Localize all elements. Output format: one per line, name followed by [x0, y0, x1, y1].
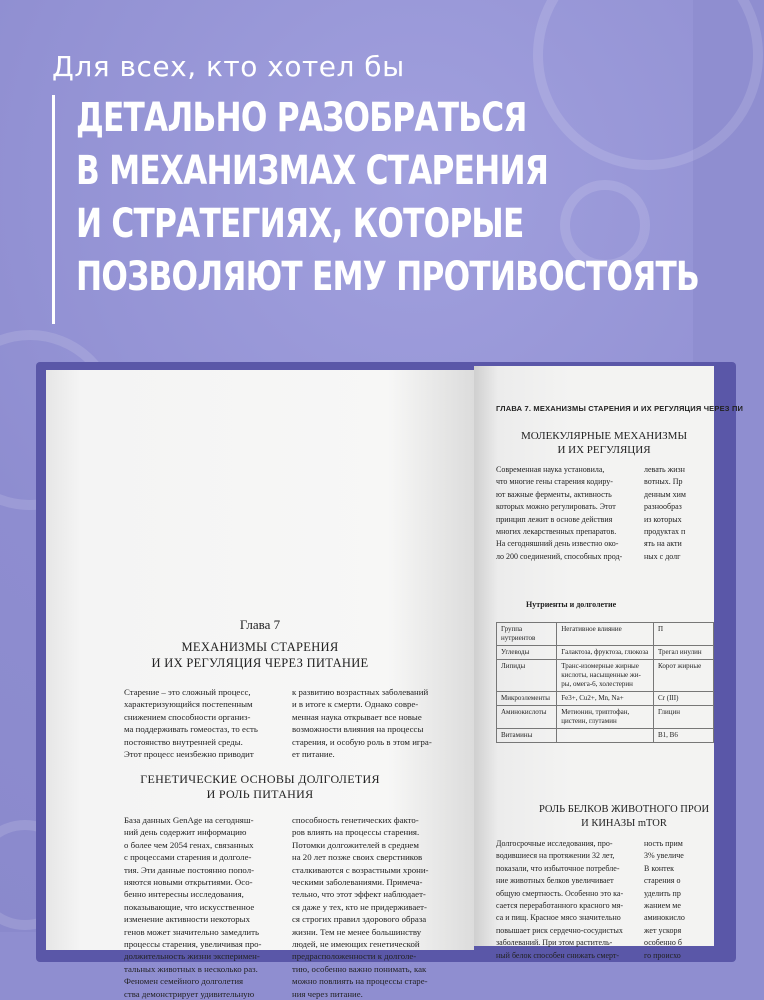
- text-line: ют важные ферменты, активность: [496, 489, 612, 499]
- text-line: жизни. Тем не менее большинству: [292, 926, 422, 937]
- headline-line: И СТРАТЕГИЯХ, КОТОРЫЕ: [76, 201, 524, 247]
- text-line: ний день содержит информацию: [124, 827, 247, 838]
- section-title-line: И РОЛЬ ПИТАНИЯ: [206, 787, 314, 801]
- chapter-title-line: И ИХ РЕГУЛЯЦИЯ ЧЕРЕЗ ПИТАНИЕ: [151, 656, 369, 670]
- table-cell: [557, 729, 654, 743]
- table-cell: Микроэлементы: [497, 692, 557, 706]
- text-line: показали, что избыточное потребле-: [496, 863, 620, 873]
- text-line: возможности влияния на процессы: [292, 724, 424, 735]
- text-line: водившиеся на протяжении 32 лет,: [496, 851, 615, 861]
- text-line: которых можно регулировать. Этот: [496, 502, 616, 512]
- text-line: ма поддерживать гомеостаз, то есть: [124, 724, 258, 735]
- text-line: жанием ме: [644, 901, 681, 911]
- text-line: с процессами старения и долголе-: [124, 852, 252, 863]
- table-cell: Fe3+, Cu2+, Mn, Na+: [557, 692, 654, 706]
- table-cell: Трегал инулин: [654, 646, 714, 660]
- text-line: сается переработанного красного мя-: [496, 901, 624, 911]
- text-line: и в итоге к смерти. Однако совре-: [292, 699, 419, 710]
- text-line: изменение активности некоторых: [124, 914, 250, 925]
- text-line: из которых: [644, 514, 682, 524]
- text-line: способность генетических факто-: [292, 815, 419, 825]
- table-caption: Нутриенты и долголетие: [526, 600, 617, 609]
- text-line: ства демонстрирует удивительную: [124, 988, 255, 999]
- text-line: тия. Эти данные постоянно попол-: [124, 864, 255, 875]
- text-line: что многие гены старения кодиру-: [496, 477, 613, 487]
- intro-text: Для всех, кто хотел бы: [52, 50, 405, 83]
- text-line: на 20 лет позже своих сверстников: [292, 852, 423, 863]
- table-row: [497, 729, 714, 743]
- text-line: го происхо: [644, 950, 681, 960]
- table-cell: Витамины: [497, 729, 557, 743]
- text-line: о более чем 2054 генах, связанных: [124, 839, 254, 850]
- table-header-row: [497, 623, 714, 646]
- nutrients-table: [496, 622, 714, 743]
- right-column-4: [644, 838, 714, 962]
- intro-column-1: [124, 686, 288, 760]
- table-row: [497, 660, 714, 692]
- text-line: должительность жизни эксперимен-: [124, 951, 260, 962]
- text-line: снижением способности организ-: [124, 711, 251, 722]
- text-line: процессы старения, увеличивая про-: [124, 939, 262, 950]
- text-line: особенно б: [644, 938, 682, 948]
- text-line: Этот процесс неизбежно приводит: [124, 749, 254, 760]
- text-line: ять на акти: [644, 539, 682, 549]
- chapter-label: Глава 7: [239, 617, 281, 632]
- text-line: постоянство внутренней среды.: [124, 736, 243, 747]
- text-line: ческими заболеваниями. Примеча-: [292, 877, 423, 888]
- table-row: [497, 706, 714, 729]
- text-line: сталкиваются с возрастными хрони-: [292, 864, 429, 875]
- text-line: ность прим: [644, 839, 683, 848]
- running-head: ГЛАВА 7. МЕХАНИЗМЫ СТАРЕНИЯ И ИХ РЕГУЛЯЦИЯ ЧЕРЕЗ ПИ: [496, 404, 744, 413]
- text-line: старения, и особую роль в этом игра-: [292, 736, 432, 747]
- headline-line: ПОЗВОЛЯЮТ ЕМУ ПРОТИВОСТОЯТЬ: [76, 254, 700, 300]
- text-line: Старение – это сложный процесс,: [124, 687, 251, 697]
- table-row: [497, 692, 714, 706]
- right-column-2: [644, 464, 714, 563]
- intro-column-2: [292, 686, 456, 760]
- text-line: генов может значительно замедлить: [124, 926, 259, 937]
- text-line: разнообраз: [644, 502, 682, 512]
- text-line: уделить пр: [644, 888, 681, 898]
- section-title-line: И КИНАЗЫ mTOR: [581, 818, 667, 829]
- text-line: 3% увеличе: [644, 851, 684, 861]
- text-line: тию, особенно важно понимать, как: [292, 963, 427, 974]
- text-line: ло 200 соединений, способных прод-: [496, 551, 623, 561]
- table-cell: Глицин: [654, 706, 714, 729]
- section-title-line: И ИХ РЕГУЛЯЦИЯ: [557, 444, 651, 456]
- right-column-3: [496, 838, 636, 962]
- headline: [76, 92, 699, 304]
- text-line: ет питание.: [292, 749, 335, 760]
- text-line: к развитию возрастных заболеваний: [292, 687, 429, 697]
- table-cell: Метионин, триптофан, цистеин, глутамин: [557, 706, 654, 729]
- text-line: На сегодняшний день известно око-: [496, 539, 619, 549]
- section-title-line: ГЕНЕТИЧЕСКИЕ ОСНОВЫ ДОЛГОЛЕТИЯ: [140, 772, 380, 786]
- text-line: ся даже у тех, кто не придерживает-: [292, 901, 427, 912]
- table-row: [497, 646, 714, 660]
- text-line: можно повлиять на процессы старе-: [292, 976, 428, 987]
- body-column-2: [292, 814, 456, 1000]
- text-line: ние животных белков увеличивает: [496, 876, 614, 886]
- accent-rule: [52, 95, 55, 324]
- text-line: жет ускоря: [644, 925, 682, 935]
- text-line: продуктах п: [644, 527, 686, 537]
- section-title-line: МОЛЕКУЛЯРНЫЕ МЕХАНИЗМЫ: [520, 430, 688, 442]
- text-line: показывающие, что искусственное: [124, 901, 255, 912]
- text-line: ный белок способен снижать смерт-: [496, 950, 620, 960]
- table-cell: Транс-изомерные жирные кислоты, насыщенные жи-ры, омега-6, холестерин: [557, 660, 654, 692]
- headline-line: ДЕТАЛЬНО РАЗОБРАТЬСЯ: [76, 95, 527, 141]
- text-line: Феномен семейного долголетия: [124, 976, 244, 987]
- text-line: заболеваний. При этом раститель-: [496, 938, 613, 948]
- text-line: аминокисло: [644, 913, 685, 923]
- table-header-cell: Группа нутриентов: [497, 623, 557, 646]
- text-line: принцип лежит в основе действия: [496, 514, 613, 524]
- body-column-1: [124, 814, 288, 1000]
- text-line: менная наука открывает все новые: [292, 711, 422, 722]
- text-line: тальных животных в несколько раз.: [124, 963, 258, 974]
- text-line: ния через питание.: [292, 988, 363, 999]
- text-line: характеризующийся постепенным: [124, 699, 253, 710]
- text-line: людей, не имеющих генетической: [292, 939, 420, 950]
- right-column-1: [496, 464, 636, 563]
- table-cell: Корот жирные: [654, 660, 714, 692]
- table-cell: Cr (III): [654, 692, 714, 706]
- book-page-right: [474, 366, 744, 960]
- headline-line: В МЕХАНИЗМАХ СТАРЕНИЯ: [76, 148, 549, 194]
- text-line: бенно интересны исследования,: [124, 889, 244, 900]
- text-line: са и пищ. Красное мясо значительно: [496, 913, 621, 923]
- text-line: Современная наука установила,: [496, 465, 605, 474]
- text-line: левать жизн: [644, 465, 685, 474]
- text-line: тельно, что этот эффект наблюдает-: [292, 889, 426, 900]
- text-line: ся строгих правил здорового образа: [292, 914, 427, 925]
- text-line: няются новыми открытиями. Осо-: [124, 877, 253, 888]
- text-line: ных с долг: [644, 551, 681, 561]
- text-line: Долгосрочные исследования, про-: [496, 839, 613, 848]
- text-line: многих лекарственных препаратов.: [496, 527, 617, 537]
- text-line: повышает риск сердечно-сосудистых: [496, 925, 623, 935]
- text-line: общую смертность. Особенно это ка-: [496, 888, 624, 898]
- table-header-cell: Негативное влияние: [557, 623, 654, 646]
- text-line: старения о: [644, 876, 681, 886]
- text-line: База данных GenAge на сегодняш-: [124, 815, 254, 825]
- table-cell: Галактоза, фруктоза, глюкоза: [557, 646, 654, 660]
- text-line: Потомки долгожителей в среднем: [292, 839, 419, 850]
- text-line: ров влиять на процессы старения.: [292, 827, 420, 838]
- table-cell: Липиды: [497, 660, 557, 692]
- text-line: денным хим: [644, 489, 686, 499]
- table-cell: Аминокислоты: [497, 706, 557, 729]
- table-cell: Углеводы: [497, 646, 557, 660]
- section-title-line: РОЛЬ БЕЛКОВ ЖИВОТНОГО ПРОИ: [538, 804, 710, 815]
- table-cell: B1, B6: [654, 729, 714, 743]
- text-line: вотных. Пр: [644, 477, 683, 487]
- text-line: В контек: [644, 863, 675, 873]
- table-header-cell: П: [654, 623, 714, 646]
- book-page-left: [46, 370, 474, 999]
- text-line: предрасположенности к долголе-: [292, 951, 417, 962]
- chapter-title-line: МЕХАНИЗМЫ СТАРЕНИЯ: [181, 640, 339, 654]
